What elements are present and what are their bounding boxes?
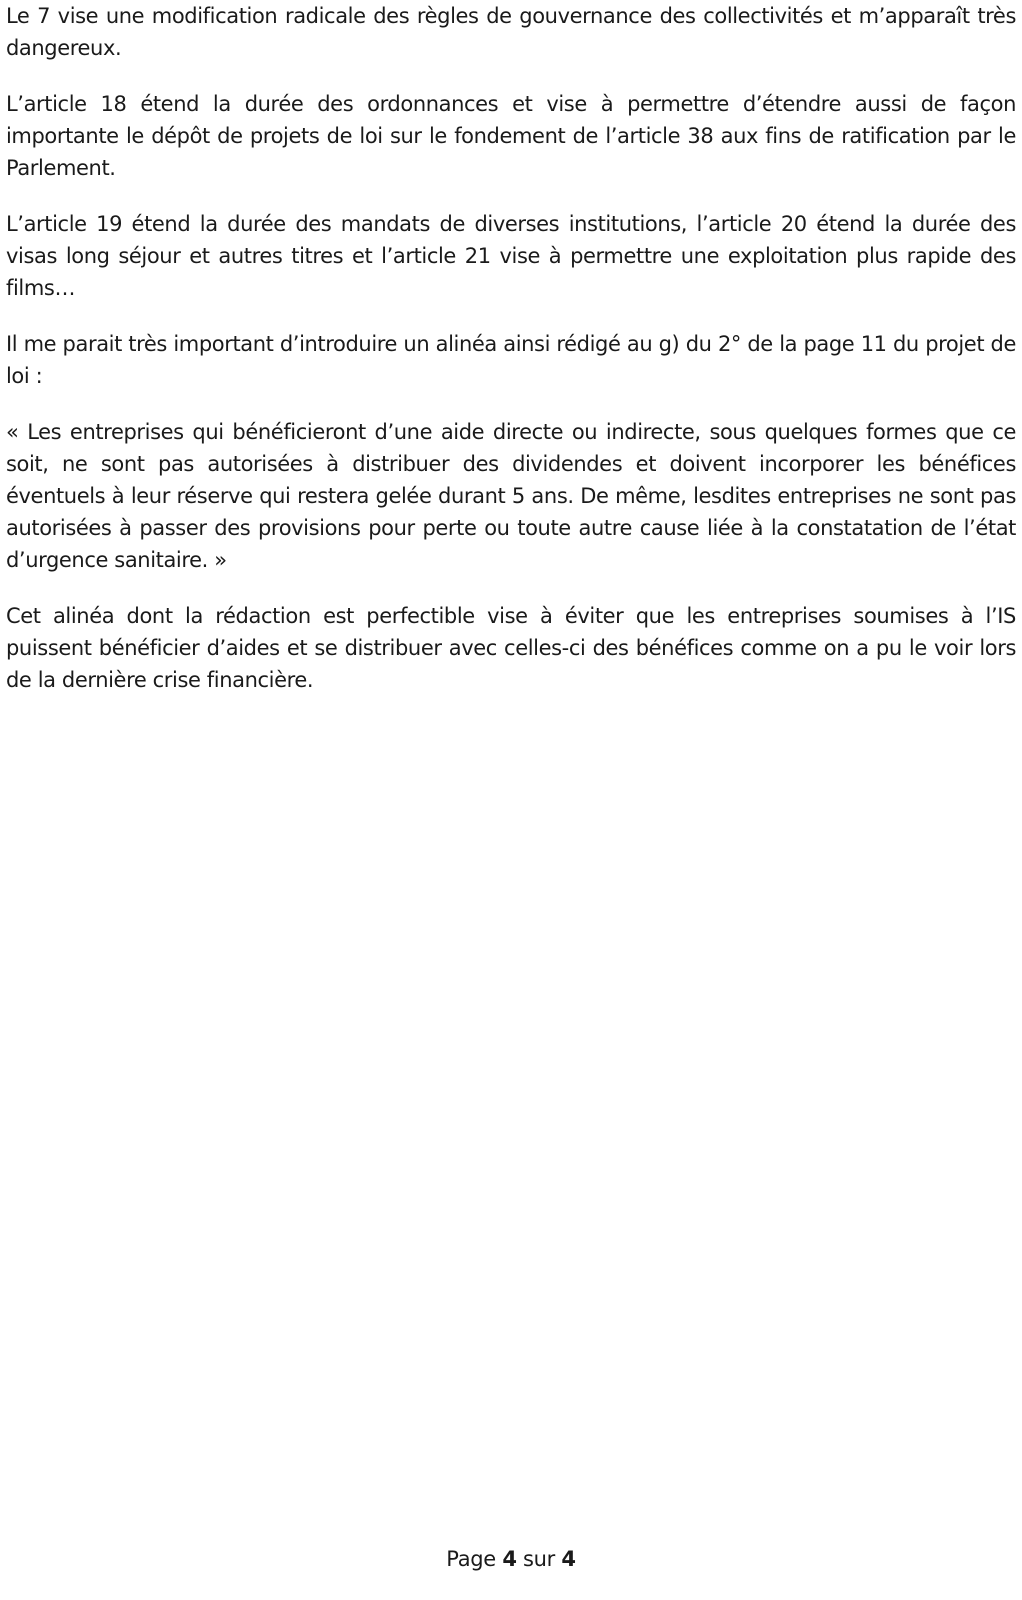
paragraph-proposed-amendment-quote: « Les entreprises qui bénéficieront d’une aide directe ou indirecte, sous quelques formes que ce soit, ne sont pas autorisées à distribuer des dividendes et doivent incorporer les bénéfices éventuels à leur réserve qui restera gelée durant 5 ans. De même, lesdites entreprises ne sont pas autorisées à passer des provisions pour perte ou toute autre cause liée à la constatation de l’état d’urgence sanitaire. » [6,420,1016,572]
page-separator: sur [523,1547,555,1571]
document-body [6,0,1016,720]
paragraph-amendment-rationale: Cet alinéa dont la rédaction est perfectible vise à éviter que les entreprises soumises à l’IS puissent bénéficier d’aides et se distribuer avec celles-ci des bénéfices comme on a pu le voir lors de la dernière crise financière. [6,604,1016,692]
page-footer [0,1545,1022,1573]
page-total-number: 4 [561,1547,576,1571]
paragraph-article-18: L’article 18 étend la durée des ordonnances et vise à permettre d’étendre aussi de façon importante le dépôt de projets de loi sur le fondement de l’article 38 aux fins de ratification par le Parlement. [6,92,1016,180]
paragraph-article-7: Le 7 vise une modification radicale des règles de gouvernance des collectivités et m’apparaît très dangereux. [6,4,1016,60]
page-current-number: 4 [502,1547,517,1571]
paragraph-proposal-intro: Il me parait très important d’introduire un alinéa ainsi rédigé au g) du 2° de la page 11 du projet de loi : [6,332,1016,388]
paragraph-articles-19-20-21: L’article 19 étend la durée des mandats de diverses institutions, l’article 20 étend la durée des visas long séjour et autres titres et l’article 21 vise à permettre une exploitation plus rapide des films… [6,212,1016,300]
page-label: Page [446,1547,496,1571]
